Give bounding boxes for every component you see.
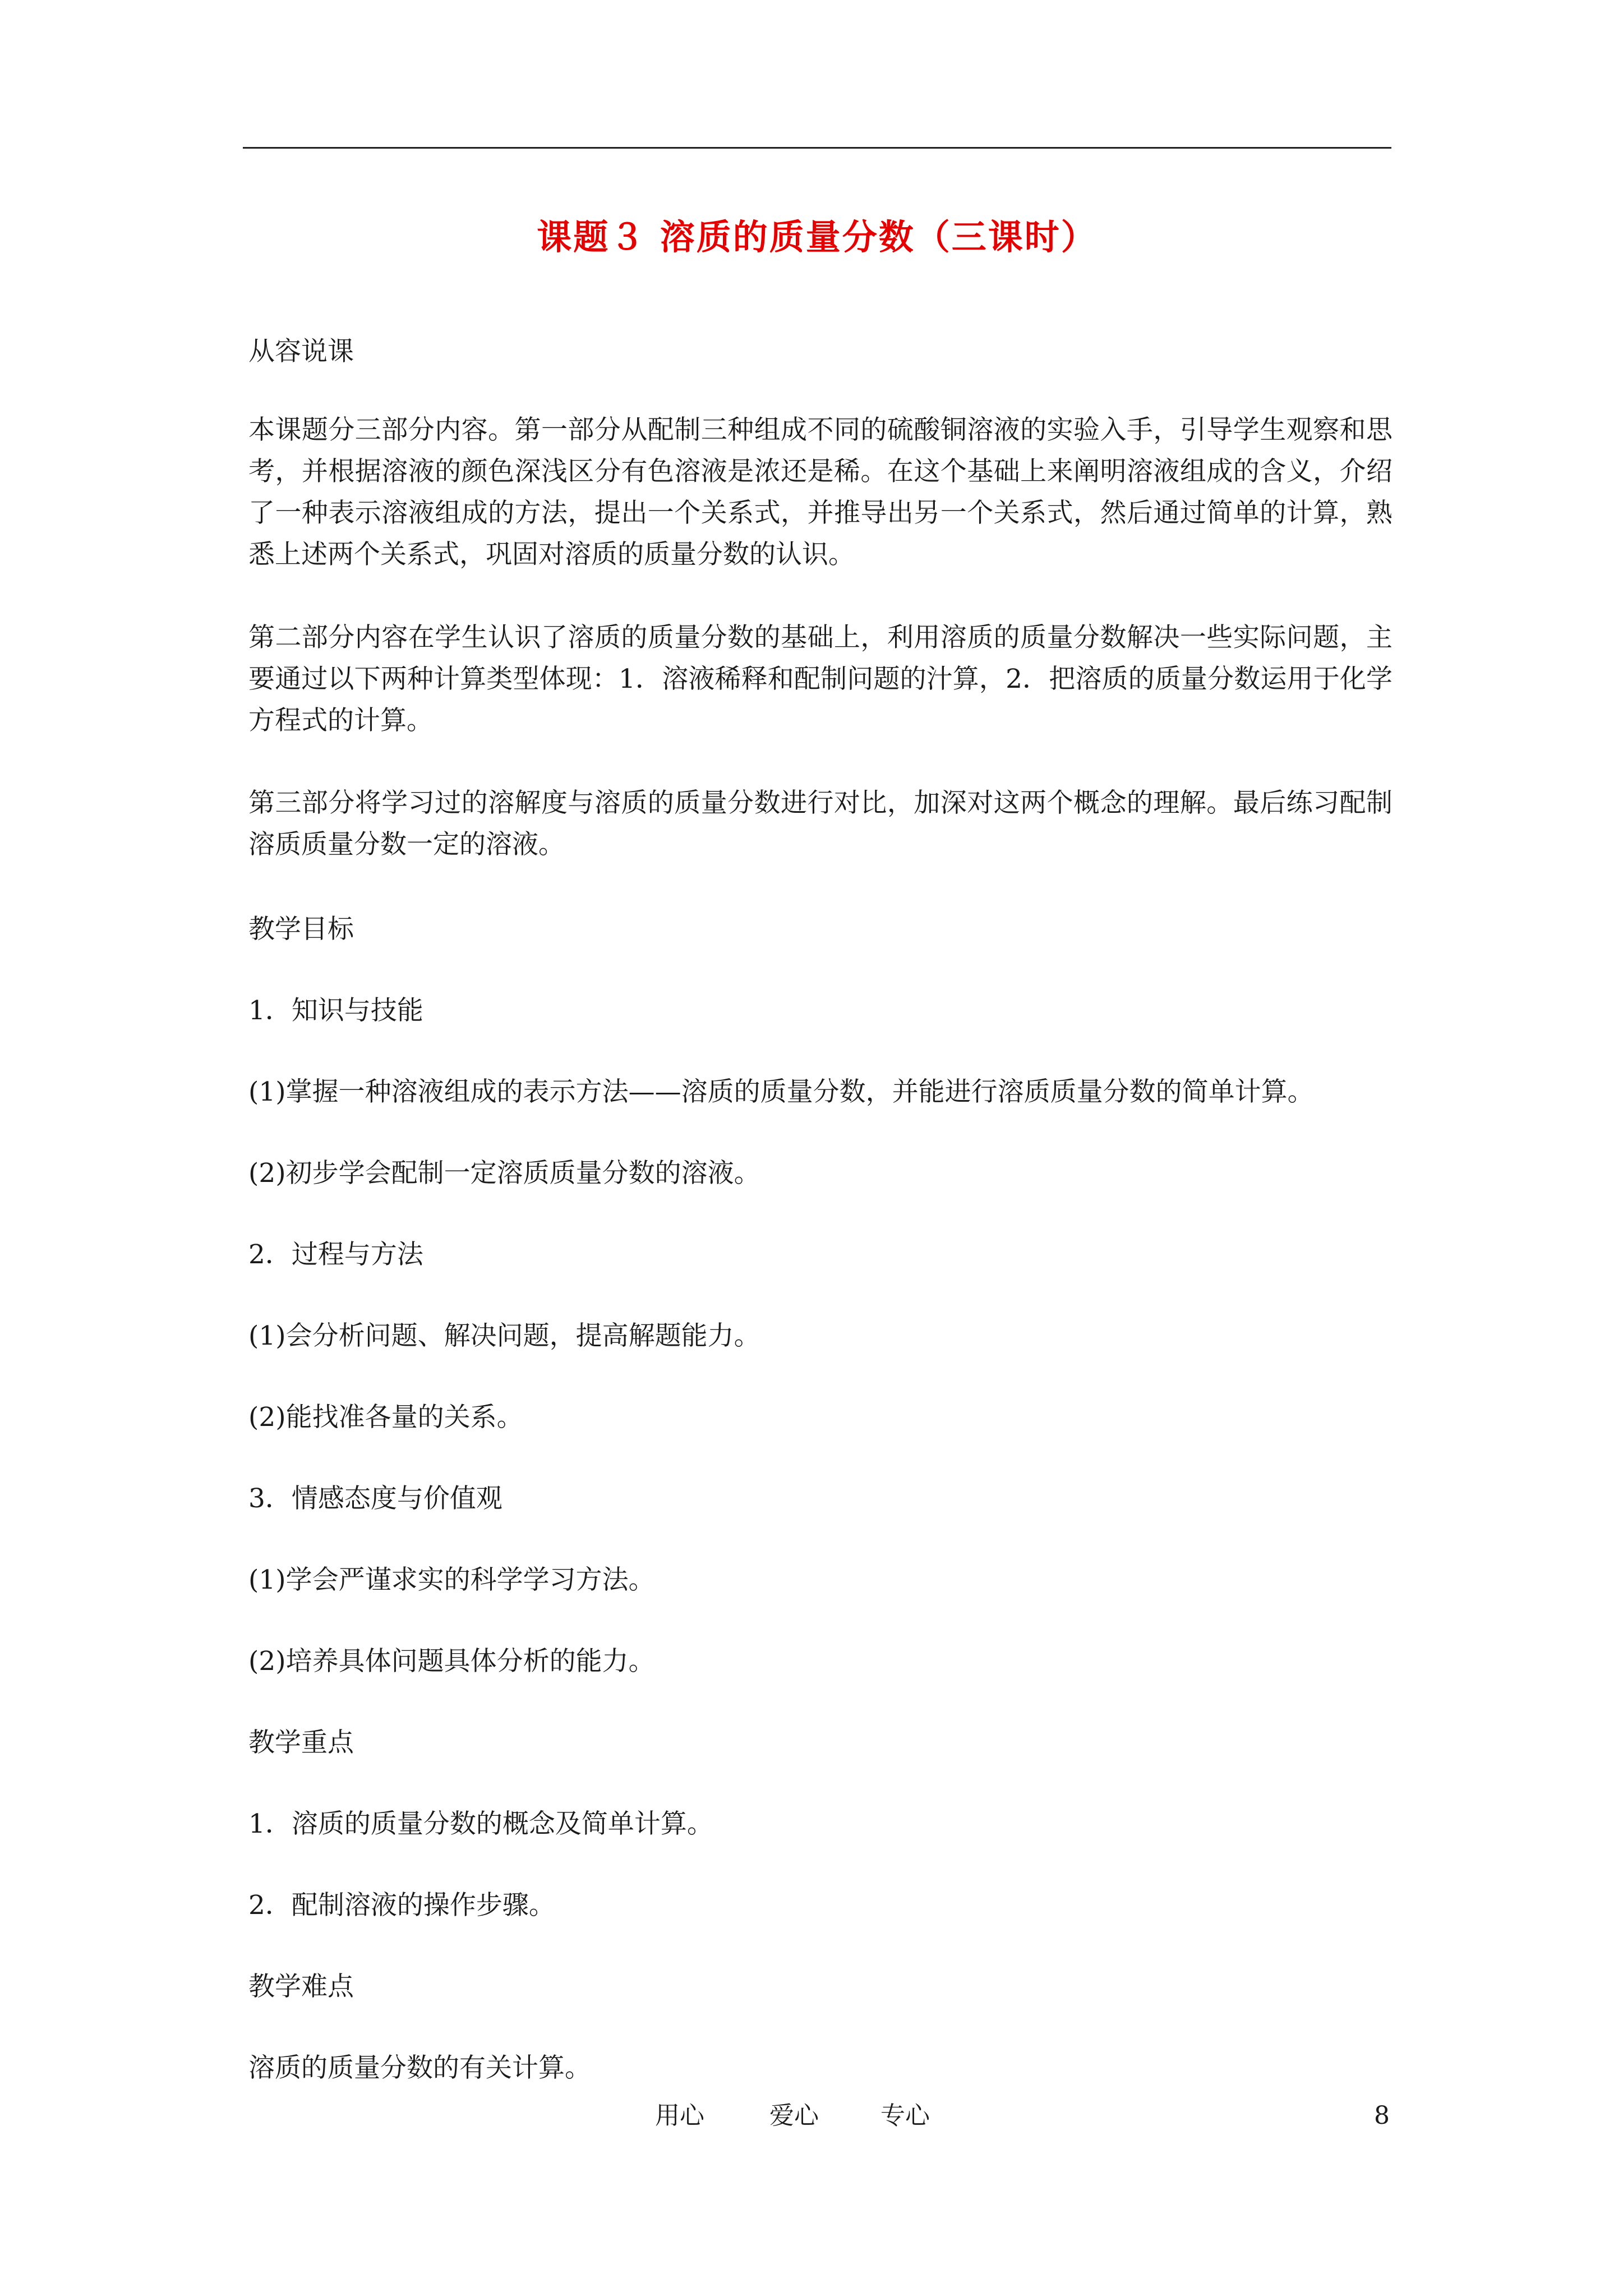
goal-3-item-2: (2)培养具体问题具体分析的能力。 bbox=[248, 1646, 655, 1677]
section-heading-intro: 从容说课 bbox=[248, 336, 354, 367]
page-title: 课题３ 溶质的质量分数（三课时） bbox=[537, 217, 1098, 257]
intro-paragraph-1: 本课题分三部分内容。第一部分从配制三种组成不同的硫酸铜溶液的实验入手，引导学生观察和思考，并根据溶液的颜色深浅区分有色溶液是浓还是稀。在这个基础上来阐明溶液组成的含义，介绍了一种表示溶液组成的方法，提出一个关系式，并推导出另一个关系式，然后通过简单的计算，熟悉上述两个关系式，巩固对溶质的质量分数的认识。 bbox=[248, 415, 1393, 570]
goal-1-heading: 1．知识与技能 bbox=[248, 995, 423, 1026]
goal-3-item-1: (1)学会严谨求实的科学学习方法。 bbox=[248, 1565, 655, 1595]
footer-word-3: 专心 bbox=[880, 2101, 930, 2130]
section-heading-goals: 教学目标 bbox=[248, 914, 354, 945]
intro-paragraph-3: 第三部分将学习过的溶解度与溶质的质量分数进行对比，加深对这两个概念的理解。最后练习配制溶质质量分数一定的溶液。 bbox=[248, 788, 1393, 860]
section-heading-difficulty: 教学难点 bbox=[248, 1971, 354, 2002]
page-number: 8 bbox=[1374, 2101, 1390, 2130]
footer-word-2: 爱心 bbox=[769, 2101, 819, 2130]
footer-word-1: 用心 bbox=[655, 2101, 704, 2130]
key-point-2: 2．配制溶液的操作步骤。 bbox=[248, 1890, 555, 1921]
goal-3-heading: 3．情感态度与价值观 bbox=[248, 1483, 502, 1514]
header-rule bbox=[243, 147, 1391, 149]
goal-1-item-2: (2)初步学会配制一定溶质质量分数的溶液。 bbox=[248, 1158, 760, 1189]
difficulty-point-1: 溶质的质量分数的有关计算。 bbox=[248, 2053, 591, 2083]
key-point-1: 1．溶质的质量分数的概念及简单计算。 bbox=[248, 1809, 713, 1839]
goal-1-item-1: (1)掌握一种溶液组成的表示方法——溶质的质量分数，并能进行溶质质量分数的简单计算。 bbox=[248, 1076, 1314, 1107]
goal-2-item-1: (1)会分析问题、解决问题，提高解题能力。 bbox=[248, 1320, 760, 1351]
section-heading-key-points: 教学重点 bbox=[248, 1727, 354, 1758]
intro-paragraph-2: 第二部分内容在学生认识了溶质的质量分数的基础上，利用溶质的质量分数解决一些实际问题，主要通过以下两种计算类型体现：1．溶液稀释和配制问题的汁算，2．把溶质的质量分数运用于化学方程式的计算。 bbox=[248, 622, 1393, 736]
goal-2-heading: 2．过程与方法 bbox=[248, 1239, 423, 1270]
goal-2-item-2: (2)能找准各量的关系。 bbox=[248, 1402, 523, 1433]
